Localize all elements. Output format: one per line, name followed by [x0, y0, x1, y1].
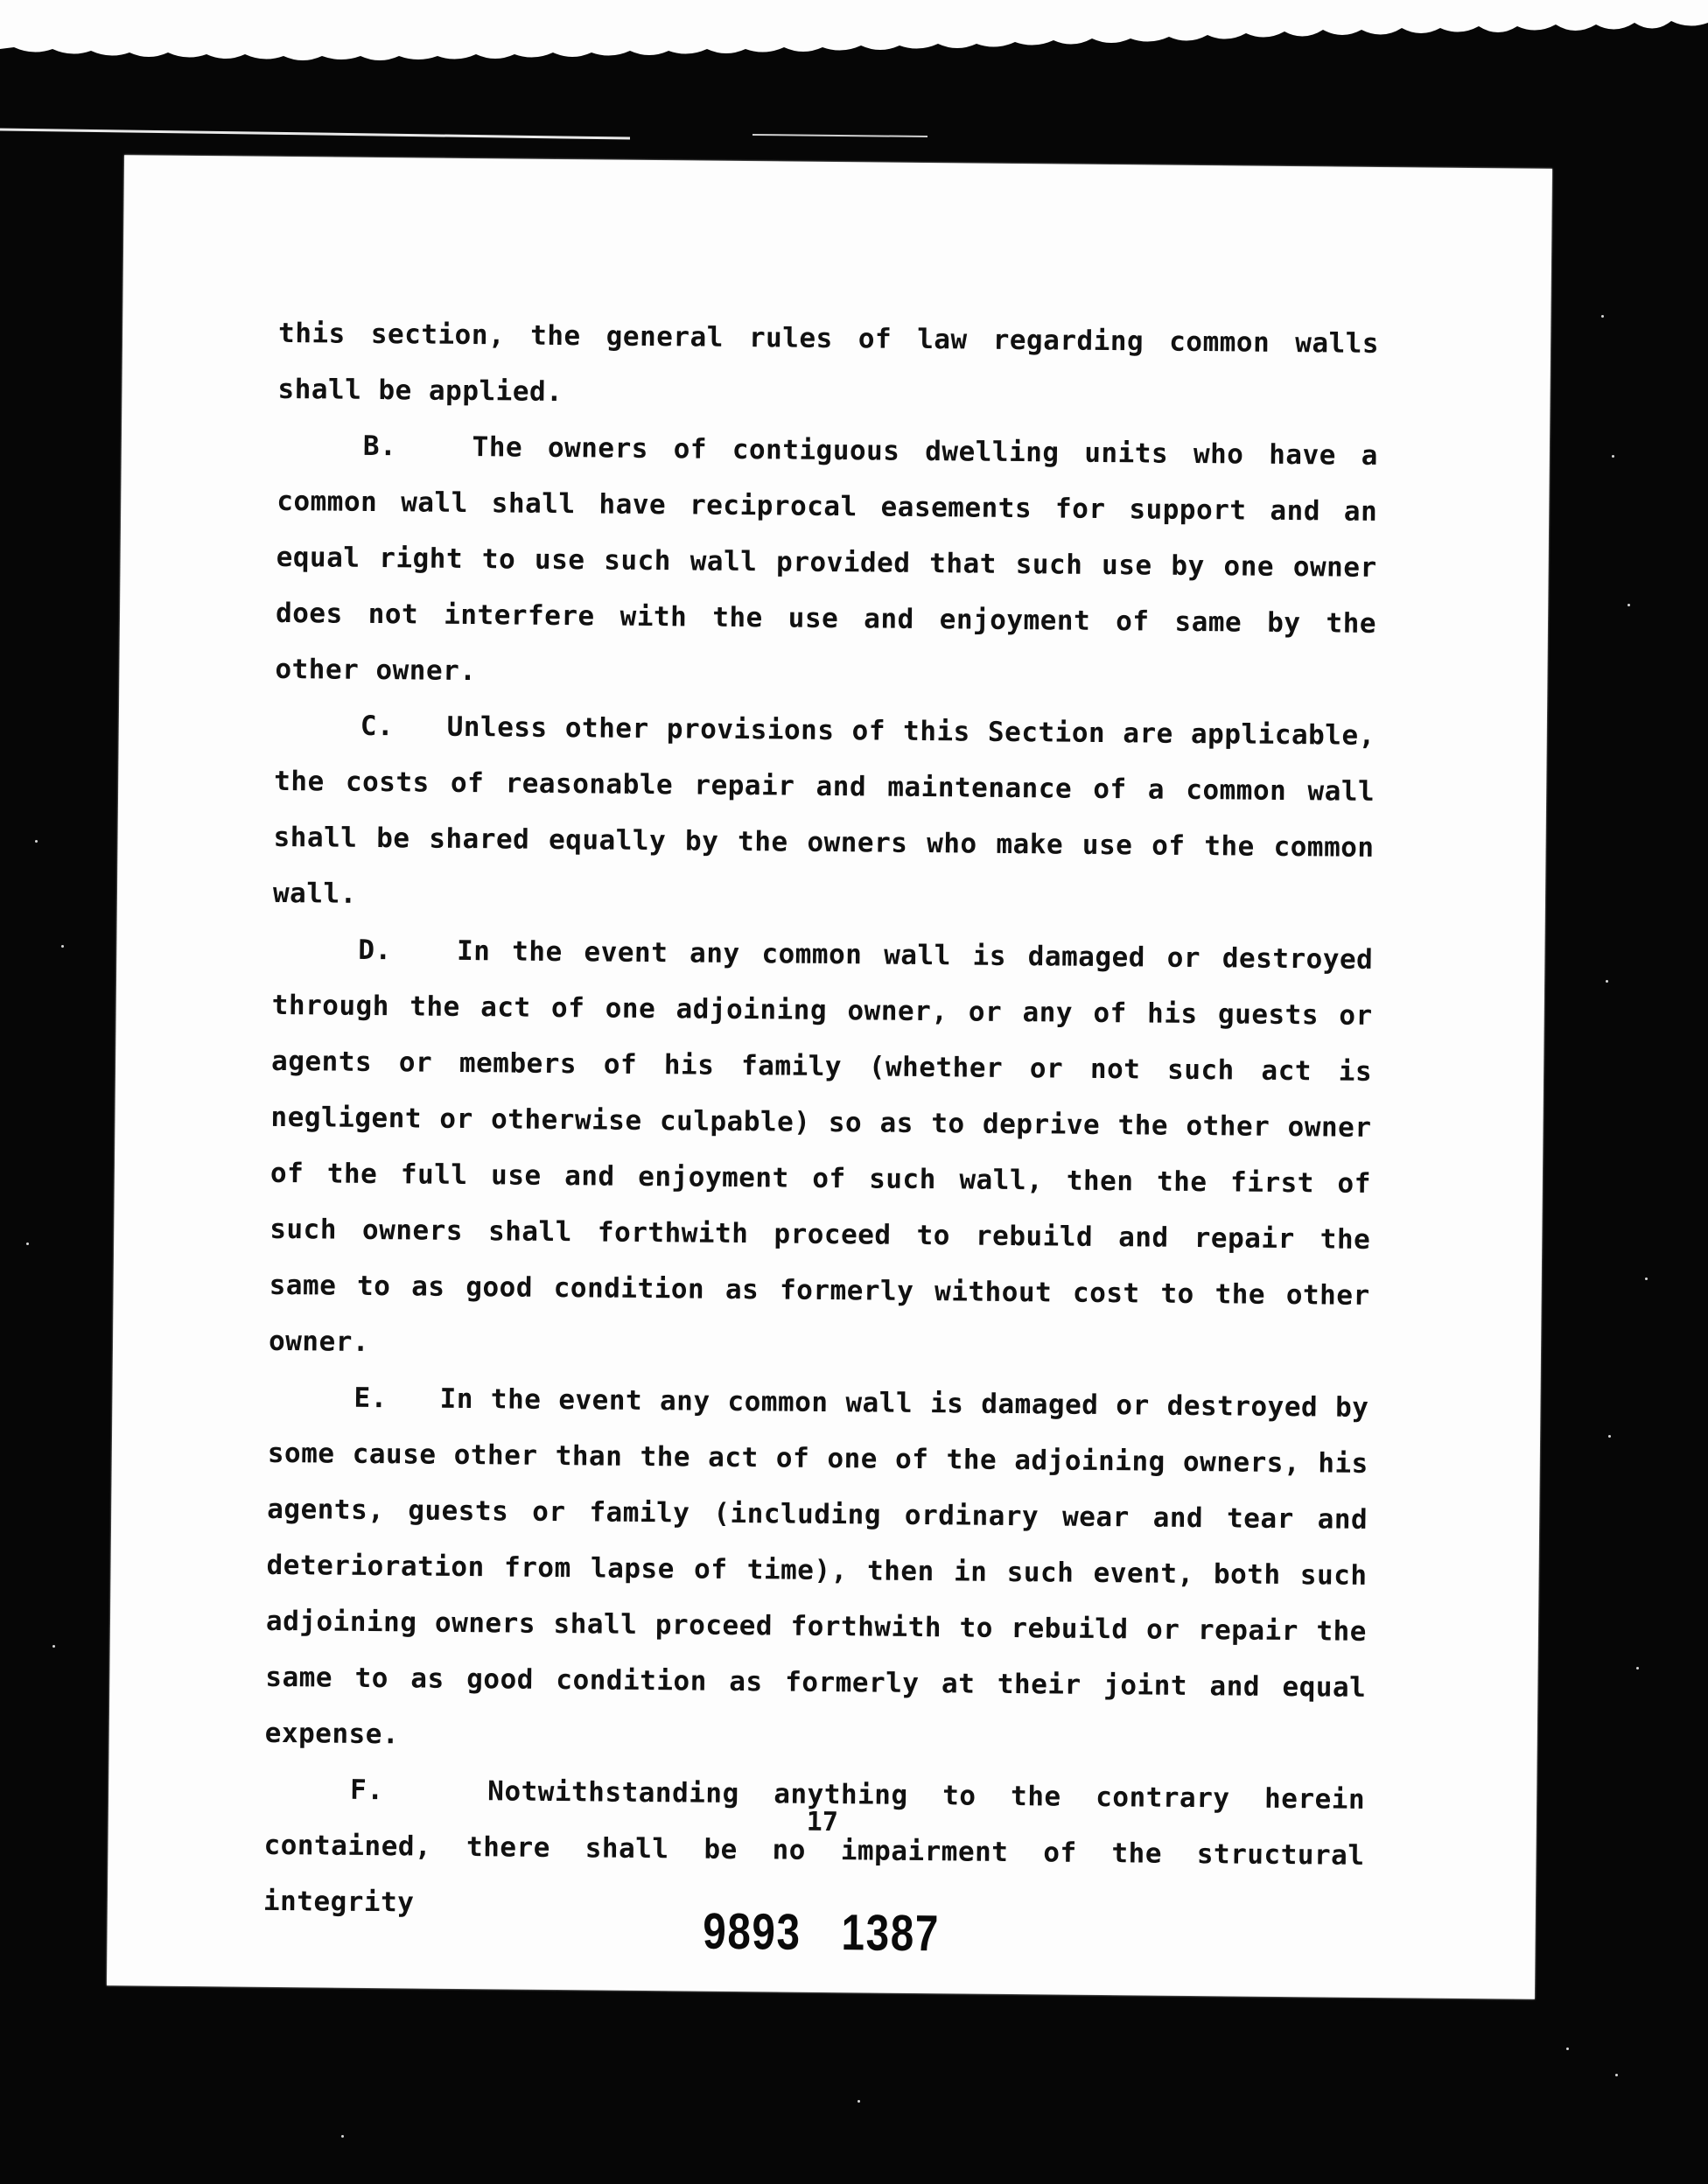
- paragraph-text: The owners of contiguous dwelling units who have a common wall shall have reciprocal easements for support and an equal right to use such wall provided that such use by one owner does not interfere with the use and enjoyment of same by the other owner.: [275, 431, 1379, 688]
- paragraph-label: C.: [360, 710, 395, 743]
- scan-speck: [1615, 2074, 1618, 2076]
- scan-speck: [1612, 455, 1614, 458]
- scan-speck: [1636, 1667, 1639, 1670]
- paragraph-text: In the event any common wall is damaged or destroyed by some cause other than the act of one of the adjoining owners, his agents, guests or family (including ordinary wear and tear and deterioration from lapse of time), then in such event, both such adjoining owners shall proceed forthwith to rebuild or repair the same to as good condition as formerly at their joint and equal expense.: [264, 1382, 1369, 1751]
- scan-speck: [26, 1242, 29, 1245]
- scan-speck: [858, 2100, 860, 2103]
- paragraph-c: [273, 697, 1376, 932]
- paragraph-continuation: [277, 305, 1379, 428]
- paragraph-label: F.: [349, 1774, 384, 1807]
- recording-book-page-stamp: [235, 1898, 1407, 1968]
- book-number: 9893: [702, 1902, 802, 1961]
- torn-paper-edge: [0, 0, 1708, 140]
- scan-speck: [1566, 2048, 1569, 2050]
- paragraph-d: [269, 921, 1374, 1380]
- document-body: [263, 305, 1380, 1940]
- paragraph-text: this section, the general rules of law regarding common walls shall be applied.: [277, 317, 1380, 409]
- scan-speck: [1601, 315, 1604, 318]
- scan-speck: [61, 945, 64, 948]
- document-page: [107, 155, 1552, 1999]
- paragraph-text: Unless other provisions of this Section are applicable, the costs of reasonable repair and maintenance of a common wall shall be shared equally by the owners who make use of the common wall.: [272, 710, 1376, 910]
- paragraph-e: [264, 1369, 1368, 1772]
- paragraph-b: [275, 417, 1378, 708]
- scan-speck: [35, 840, 38, 843]
- paragraph-label: E.: [354, 1382, 388, 1415]
- book-page-number: 1387: [841, 1904, 941, 1963]
- paragraph-text: In the event any common wall is damaged or destroyed through the act of one adjoining owner, or any of his guests or agents or members of his family (whether or not such act is negligent or otherwise culpable) so as to deprive the other owner of the full use and enjoyment of such wall, then the first of such owners shall forthwith proceed to rebuild and repair the same to as good condition as formerly without cost to the other owner.: [268, 934, 1374, 1358]
- scan-speck: [1606, 980, 1608, 983]
- scan-speck: [52, 1645, 55, 1648]
- page-number: 17: [806, 1806, 839, 1838]
- scan-speck: [1608, 1435, 1611, 1438]
- scan-speck: [1628, 604, 1630, 606]
- scan-speck: [341, 2135, 344, 2138]
- scan-speck: [1645, 1278, 1648, 1280]
- paragraph-text: Notwithstanding anything to the contrary herein contained, there shall be no impairment of the structural integrity: [262, 1775, 1366, 1919]
- paragraph-label: D.: [358, 934, 392, 967]
- paragraph-label: B.: [362, 430, 397, 463]
